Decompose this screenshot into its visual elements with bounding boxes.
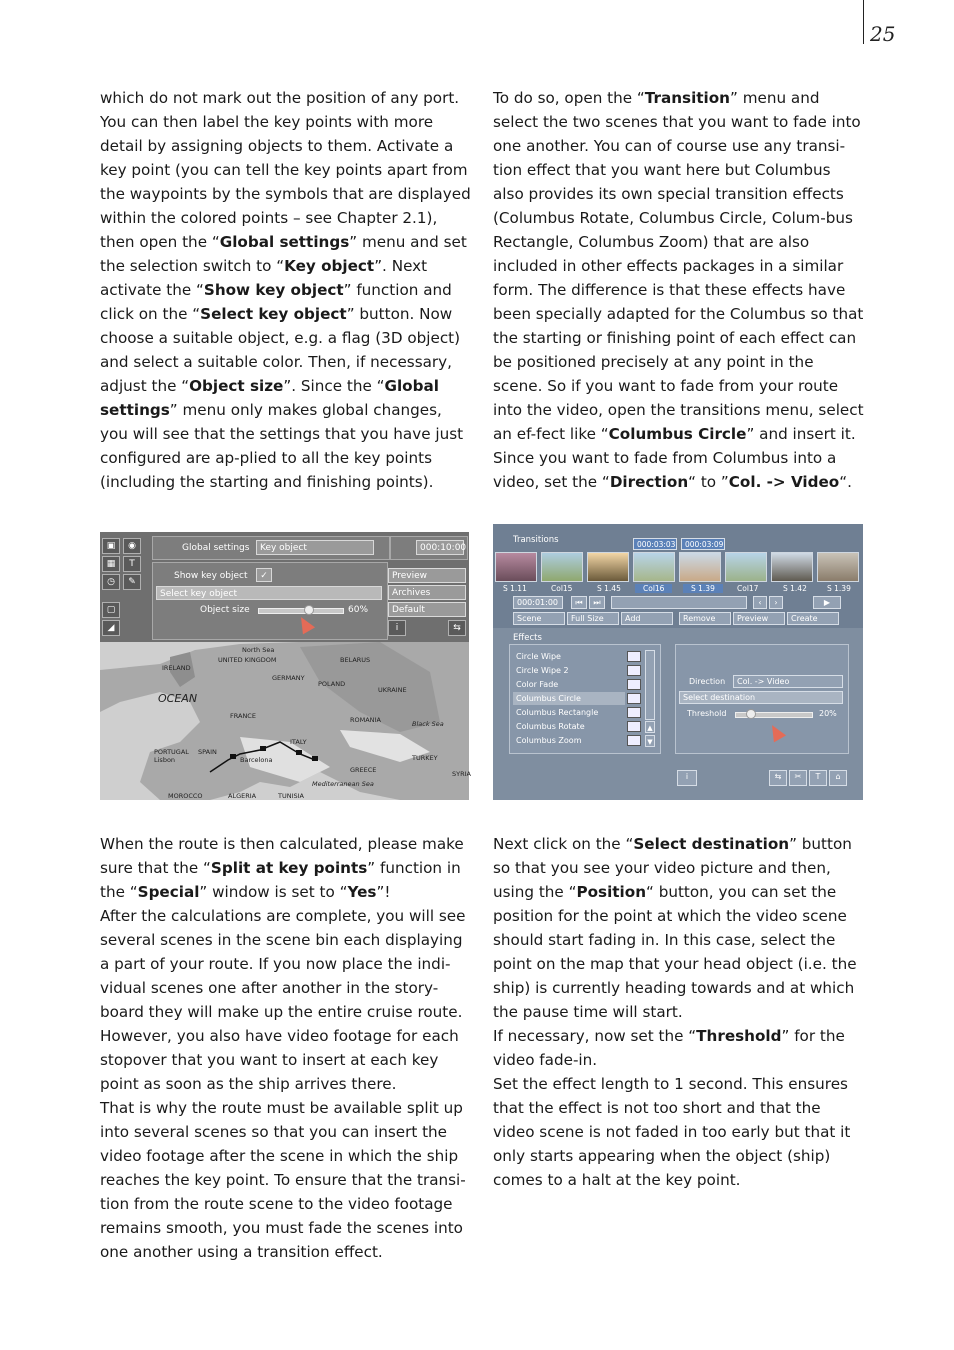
- chevron-right-icon[interactable]: ›: [769, 596, 783, 609]
- add-button[interactable]: Add: [621, 612, 673, 625]
- effect-item[interactable]: Columbus Zoom: [516, 736, 582, 745]
- scene-thumbnail[interactable]: [725, 552, 767, 582]
- map-label: BELARUS: [340, 656, 371, 664]
- transitions-title: Transitions: [513, 535, 559, 545]
- map-label: Lisbon: [154, 756, 176, 764]
- scene-thumbnail[interactable]: [587, 552, 629, 582]
- effect-item[interactable]: Circle Wipe 2: [516, 666, 569, 675]
- map-label: POLAND: [318, 680, 346, 688]
- text-run: “ to ”: [688, 473, 729, 491]
- scene-label: S 1.11: [503, 584, 527, 593]
- map-label: GERMANY: [272, 674, 305, 682]
- text-run: Set the effect length to 1 second. This ensures that the effect is not too short and that the video scene is not faded in too early but that it only starts appearing when the object (ship) comes to a halt at the key point.: [493, 1075, 851, 1189]
- map-label: ROMANIA: [350, 716, 381, 724]
- map-label: IRELAND: [162, 664, 191, 672]
- scene-label: Col15: [551, 584, 573, 593]
- length-field[interactable]: 000:01:00: [513, 596, 563, 609]
- map-label: FRANCE: [230, 712, 256, 720]
- paragraph: [493, 86, 865, 494]
- clock-icon[interactable]: ◷: [102, 574, 120, 590]
- effect-item-selected[interactable]: Columbus Circle: [513, 692, 625, 705]
- bold-term: Object size: [189, 377, 284, 395]
- bold-term: Columbus Circle: [608, 425, 747, 443]
- map-label: UNITED KINGDOM: [218, 656, 277, 664]
- default-button[interactable]: Default: [388, 602, 466, 617]
- text-run: ” menu only makes global changes, you will see that the settings that you have just configured are ap-plied to all the key points (including the starting and finishing points).: [100, 401, 464, 491]
- scene-label: Col17: [737, 584, 759, 593]
- grid-icon[interactable]: ▦: [102, 556, 120, 572]
- map-label: ALGERIA: [228, 792, 257, 800]
- scene-label: S 1.42: [783, 584, 807, 593]
- text-run: ” for the video fade-in.: [493, 1027, 845, 1069]
- scene-thumbnail[interactable]: [817, 552, 859, 582]
- map-label: TUNISIA: [278, 792, 304, 800]
- effect-item[interactable]: Columbus Rectangle: [516, 708, 599, 717]
- paragraph: [493, 1072, 865, 1192]
- exit-icon[interactable]: ⇆: [769, 770, 787, 786]
- map-label: ITALY: [290, 738, 307, 746]
- chevron-left-icon[interactable]: ‹: [753, 596, 767, 609]
- direction-label: Direction: [689, 677, 726, 686]
- europe-map: [100, 642, 469, 800]
- info-icon[interactable]: i: [677, 770, 697, 786]
- scene-thumbnail[interactable]: [633, 552, 675, 582]
- threshold-value: 20%: [819, 709, 837, 718]
- map-label: Barcelona: [240, 756, 273, 764]
- threshold-label: Threshold: [687, 709, 727, 718]
- bold-term: Global settings: [219, 233, 350, 251]
- object-size-value: 60%: [348, 605, 369, 615]
- text-run: ”!: [376, 883, 391, 901]
- page-number: 25: [870, 22, 896, 46]
- column-right-bottom: [493, 832, 865, 1192]
- eye-icon[interactable]: ◉: [123, 538, 141, 554]
- bold-term: Split at key points: [210, 859, 368, 877]
- map-label: MOROCCO: [168, 792, 203, 800]
- effect-item[interactable]: Color Fade: [516, 680, 559, 689]
- bold-term: Select destination: [633, 835, 790, 853]
- show-key-object-label: Show key object: [174, 571, 248, 581]
- text-run: ” function and click on the “: [100, 281, 452, 323]
- skip-back-icon[interactable]: ⏮: [571, 596, 587, 609]
- text-run: That is why the route must be available split up into several scenes so that you can insert the video footage after the scene in which the ship reaches the key point. To ensure that the transi-tion from the route scene to the video footage remains smooth, you must fade the scenes into one another using a transition effect.: [100, 1099, 466, 1261]
- select-key-object-button[interactable]: Select key object: [156, 586, 382, 600]
- bold-term: Global settings: [100, 377, 439, 419]
- paragraph: [493, 832, 865, 1024]
- settings-toolbar: [100, 532, 469, 642]
- camera-icon[interactable]: ▣: [102, 538, 120, 554]
- bold-term: Threshold: [696, 1027, 782, 1045]
- effect-preview-icon: [627, 735, 641, 746]
- show-key-object-checkbox[interactable]: ✓: [256, 568, 272, 582]
- scene-label: S 1.45: [597, 584, 621, 593]
- preview-button[interactable]: Preview: [388, 568, 466, 583]
- exit-icon[interactable]: ⇆: [448, 620, 466, 636]
- column-left-bottom: [100, 832, 472, 1264]
- arrow-icon[interactable]: ◢: [102, 620, 120, 636]
- map-label: PORTUGAL: [154, 748, 189, 756]
- scene-thumbnail[interactable]: [541, 552, 583, 582]
- global-settings-label: Global settings: [182, 543, 250, 553]
- effect-preview-icon: [627, 693, 641, 704]
- map-label: GREECE: [350, 766, 377, 774]
- remove-button[interactable]: Remove: [679, 612, 731, 625]
- map-label: SYRIA: [452, 770, 471, 778]
- object-size-label: Object size: [200, 605, 250, 615]
- time-b: 000:03:09: [681, 538, 725, 550]
- text-run: ” button. Now choose a suitable object, e.g. a flag (3D object) and select a suitable color. Then, if necessary, adjust the “: [100, 305, 461, 395]
- transitions-header: [493, 524, 863, 628]
- scene-thumbnail[interactable]: [771, 552, 813, 582]
- paragraph: [493, 1024, 865, 1072]
- archives-button[interactable]: Archives: [388, 585, 466, 600]
- text-run: To do so, open the “: [493, 89, 645, 107]
- effect-preview-icon: [627, 651, 641, 662]
- text-run: ”. Since the “: [283, 377, 385, 395]
- info-icon[interactable]: i: [388, 620, 406, 636]
- bold-term: Key object: [284, 257, 375, 275]
- text-run: Next click on the “: [493, 835, 634, 853]
- text-run: “ button, you can set the position for the point at which the video scene should start fading in. In this case, select the point on the map that your head object (i.e. the ship) is currently heading towards and at which the pause time will start.: [493, 883, 857, 1021]
- paragraph: [100, 86, 472, 494]
- effect-preview-icon: [627, 679, 641, 690]
- effect-preview-icon: [627, 721, 641, 732]
- column-right-top: [493, 86, 865, 494]
- select-destination-button[interactable]: Select destination: [679, 691, 843, 704]
- scene-thumbnail[interactable]: [495, 552, 537, 582]
- text-run: ” button so that you see your video picture and then, using the “: [493, 835, 852, 901]
- column-left-top: [100, 86, 472, 494]
- map-label: TURKEY: [412, 754, 438, 762]
- global-settings-select[interactable]: Key object: [256, 540, 374, 555]
- scene-label: Col16: [635, 584, 672, 593]
- scene-thumbnail[interactable]: [679, 552, 721, 582]
- effect-preview-icon: [627, 707, 641, 718]
- text-icon[interactable]: T: [809, 770, 827, 786]
- scrollbar[interactable]: [611, 596, 747, 609]
- text-run: ” function in the “: [100, 859, 461, 901]
- chevron-up-icon[interactable]: ▲: [645, 721, 655, 733]
- effect-item[interactable]: Circle Wipe: [516, 652, 561, 661]
- map-label: UKRAINE: [378, 686, 407, 694]
- home-icon[interactable]: ⌂: [829, 770, 847, 786]
- direction-select[interactable]: Col. -> Video: [733, 675, 843, 688]
- bold-term: Col. -> Video: [728, 473, 840, 491]
- paragraph: [100, 832, 472, 904]
- effects-icon[interactable]: ✂: [789, 770, 807, 786]
- mark-icon[interactable]: ⏭: [589, 596, 605, 609]
- effect-item[interactable]: Columbus Rotate: [516, 722, 585, 731]
- paragraph: [100, 904, 472, 1096]
- full-size-button[interactable]: Full Size: [567, 612, 619, 625]
- chevron-down-icon[interactable]: ▼: [645, 735, 655, 747]
- scene-button[interactable]: Scene: [513, 612, 565, 625]
- bold-term: Transition: [644, 89, 730, 107]
- frame-icon[interactable]: ▢: [102, 602, 120, 618]
- scene-label: S 1.39: [683, 584, 723, 593]
- bold-term: Yes: [347, 883, 377, 901]
- text-run: ” menu and select the two scenes that you want to fade into one another. You can of course use any transi-tion effect that you want here but Columbus also provides its own special transition effects (Columbus Rotate, Columbus Circle, Colum-bus Rectangle, Columbus Zoom) that are also included in other effects packages in a similar form. The difference is that these effects have been specially adapted for the Columbus so that the starting or finishing point of each effect can be positioned precisely at any point in the scene. So if you want to fade from your route into the video, open the transitions menu, select an ef-fect like “: [493, 89, 864, 443]
- text-run: ” window is set to “: [199, 883, 348, 901]
- map-label: Mediterranean Sea: [312, 780, 374, 788]
- object-size-slider[interactable]: [258, 608, 344, 614]
- text-icon[interactable]: T: [123, 556, 141, 572]
- effects-scrollbar[interactable]: [645, 650, 655, 720]
- text-run: ”. Next activate the “: [100, 257, 428, 299]
- scene-label: S 1.39: [827, 584, 851, 593]
- brush-icon[interactable]: ✎: [123, 574, 141, 590]
- create-button[interactable]: Create: [787, 612, 839, 625]
- text-run: When the route is then calculated, please make sure that the “: [100, 835, 464, 877]
- preview-button[interactable]: Preview: [733, 612, 785, 625]
- bold-term: Special: [137, 883, 200, 901]
- page-number-rule: [863, 0, 864, 44]
- time-a: 000:03:03: [633, 538, 677, 550]
- text-run: If necessary, now set the “: [493, 1027, 697, 1045]
- bold-term: Select key object: [200, 305, 347, 323]
- text-run: ” and insert it. Since you want to fade from Columbus into a video, set the “: [493, 425, 856, 491]
- effect-preview-icon: [627, 665, 641, 676]
- text-run: which do not mark out the position of any port. You can then label the key points with more detail by assigning objects to them. Activate a key point (you can tell the key points apart from the waypoints by the symbols that are displayed within the colored points – see Chapter 2.1), then open the “: [100, 89, 471, 251]
- play-icon[interactable]: ▶: [813, 596, 841, 609]
- map-label: SPAIN: [198, 748, 217, 756]
- map-label: OCEAN: [158, 692, 198, 705]
- bold-term: Show key object: [203, 281, 344, 299]
- map-label: North Sea: [242, 646, 275, 654]
- text-run: After the calculations are complete, you will see several scenes in the scene bin each displaying a part of your route. If you now place the indi-vidual scenes one after another in the story-board they will make up the entire cruise route. However, you also have video footage for each stopover that you want to insert at each key point as soon as the ship arrives there.: [100, 907, 466, 1093]
- paragraph: [100, 1096, 472, 1264]
- map-label: Black Sea: [412, 720, 444, 728]
- text-run: “.: [839, 473, 852, 491]
- bold-term: Position: [576, 883, 647, 901]
- text-run: ” menu and set the selection switch to “: [100, 233, 467, 275]
- screenshot-global-settings: [100, 532, 469, 800]
- bold-term: Direction: [609, 473, 689, 491]
- time-field[interactable]: 000:10:00: [416, 540, 464, 555]
- effects-label: Effects: [513, 633, 542, 643]
- screenshot-transitions: [493, 524, 863, 800]
